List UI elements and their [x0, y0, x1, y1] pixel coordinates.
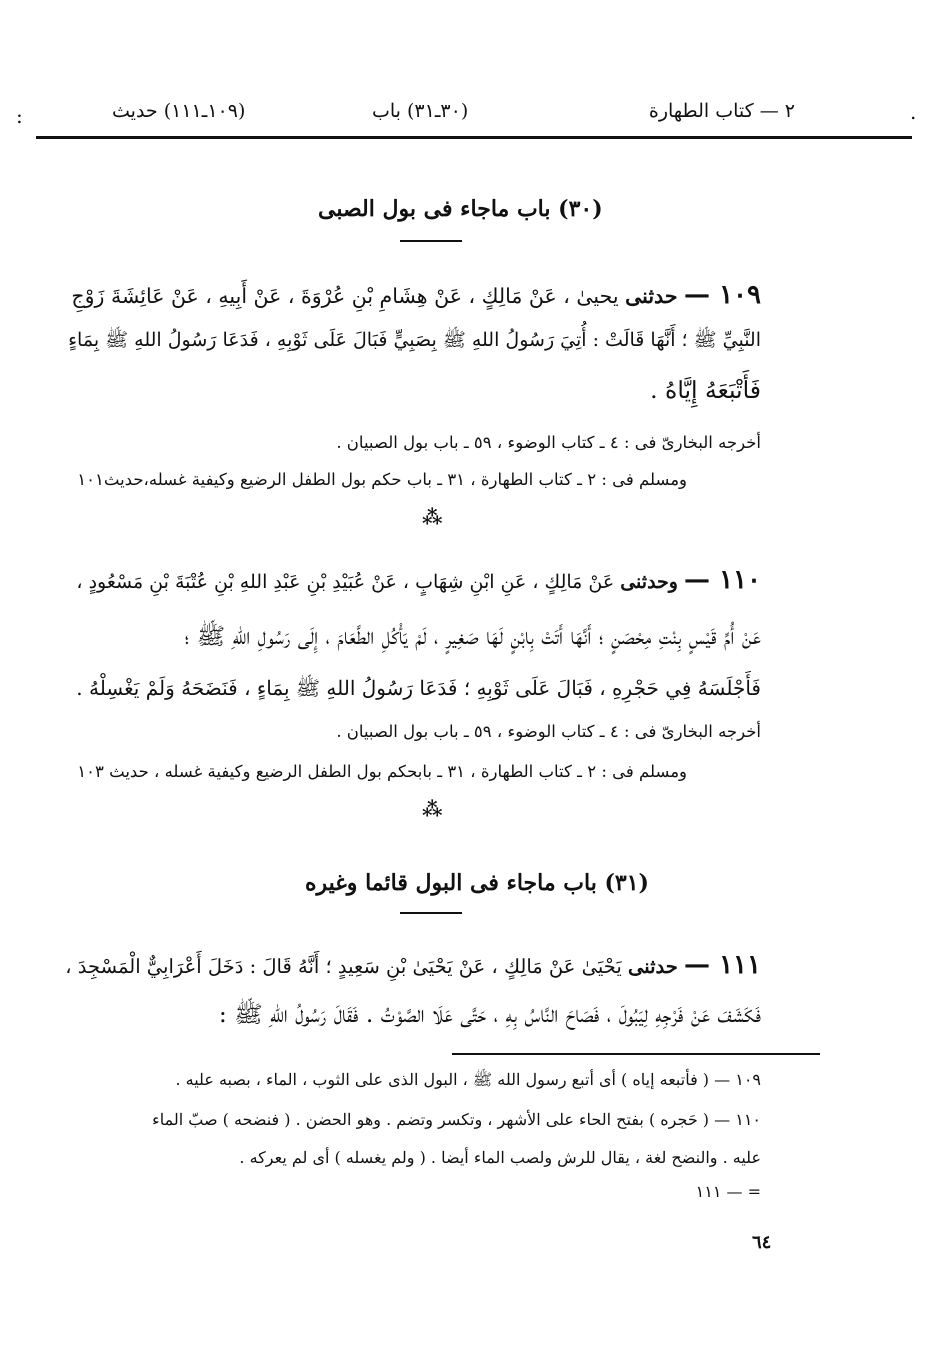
hadith-110-text-1: عَنْ مَالِكٍ ، عَنِ ابْنِ شِهَابٍ ، عَنْ عُبَيْدِ بْنِ عَبْدِ اللهِ بْنِ عُتْبَةَ بْنِ مَسْعُودٍ ،	[76, 571, 615, 593]
header-chapter-range: (٣٠ـ٣١) باب	[372, 100, 469, 122]
hadith-109-keyword: حدثنى	[625, 284, 678, 308]
footnote-109: ١٠٩ — ( فأتبعه إياه ) أى أتبع رسول الله ﷺ ، البول الذى على الثوب ، الماء ، بصبه عليه .	[175, 1070, 761, 1089]
hadith-110-line-1	[76, 565, 761, 595]
header-left-mark: :	[16, 104, 23, 128]
section-separator-1: ⁂	[422, 505, 441, 529]
footnote-111: ١١١ — =	[695, 1182, 761, 1201]
hadith-109-line-1	[71, 280, 761, 310]
hadith-110-line-3: فَأَجْلَسَهُ فِي حَجْرِهِ ، فَبَالَ عَلَى ثَوْبِهِ ؛ فَدَعَا رَسُولُ اللهِ ﷺ بِمَاءٍ ، فَنَضَحَهُ وَلَمْ يَغْسِلْهُ .	[76, 676, 761, 700]
footnote-110-line-2: عليه . والنضح لغة ، يقال للرش ولصب الماء أيضا . ( ولم يغسله ) أى لم يعركه .	[239, 1148, 761, 1167]
header-divider	[36, 136, 912, 139]
hadith-110-ref-muslim: ومسلم فى : ٢ ـ كتاب الطهارة ، ٣١ ـ بابحكم بول الطفل الرضيع وكيفية غسله ، حديث ١٠٣	[77, 762, 687, 781]
chapter-30-underline	[400, 240, 462, 242]
hadith-111-keyword: حدثنى	[627, 955, 678, 978]
section-separator-2: ⁂	[422, 797, 441, 821]
hadith-109-ref-muslim: ومسلم فى : ٢ ـ كتاب الطهارة ، ٣١ ـ باب حكم بول الطفل الرضيع وكيفية غسله،حديث١٠١	[77, 470, 687, 489]
hadith-109-line-2: النَّبِيِّ ﷺ ؛ أَنَّهَا قَالَتْ : أُتِيَ رَسُولُ اللهِ ﷺ بِصَبِيٍّ فَبَالَ عَلَى ثَوْبِهِ ، فَدَعَا رَسُولُ اللهِ ﷺ بِمَاءٍ	[68, 329, 761, 351]
header-right-mark: .	[910, 100, 917, 124]
header-book-chapter: ٢ — كتاب الطهارة	[648, 100, 795, 122]
hadith-111-line-2: فَكَشَفَ عَنْ فَرْجِهِ لِيَبُولَ ، فَصَاحَ النَّاسُ بِهِ ، حَتَّى عَلَا الصَّوْتُ . فَقَالَ رَسُولُ اللهِ ﷺ :	[218, 1000, 761, 1028]
hadith-109-ref-bukhari: أخرجه البخارىّ فى : ٤ ـ كتاب الوضوء ، ٥٩ ـ باب بول الصبيان .	[336, 433, 761, 452]
hadith-111-number: ١١١ —	[684, 950, 761, 980]
hadith-110-line-2: عَنْ أُمِّ قَيْسٍ بِنْتِ مِحْصَنٍ ؛ أَنَّهَا أَتَتْ بِابْنٍ لَهَا صَغِيرٍ ، لَمْ يَأْكُلِ الطَّعَامَ ، إِلَى رَسُولِ اللهِ ﷺ ؛	[184, 622, 761, 650]
hadith-110-number: ١١٠ —	[684, 565, 761, 595]
hadith-110-ref-bukhari: أخرجه البخارىّ فى : ٤ ـ كتاب الوضوء ، ٥٩ ـ باب بول الصبيان .	[336, 722, 761, 741]
page-number: ٦٤	[752, 1232, 772, 1253]
hadith-111-line-1	[65, 950, 761, 980]
hadith-109-line-3: فَأَتْبَعَهُ إِيَّاهُ .	[650, 376, 761, 404]
hadith-109-number: ١٠٩ —	[684, 280, 761, 310]
hadith-109-text-1: يحيىٰ ، عَنْ مَالِكٍ ، عَنْ هِشَامِ بْنِ عُرْوَةَ ، عَنْ أَبِيهِ ، عَنْ عَائِشَةَ زَوْجِ	[71, 284, 619, 308]
header-hadith-range: (١٠٩ـ١١١) حديث	[112, 100, 246, 122]
chapter-31-title: (٣١) باب ماجاء فى البول قائما وغيره	[305, 870, 649, 896]
chapter-31-underline	[400, 912, 462, 914]
footnote-divider	[452, 1053, 820, 1055]
hadith-110-keyword: وحدثنى	[620, 571, 678, 593]
footnote-110-line-1: ١١٠ — ( حَجره ) بفتح الحاء على الأشهر ، وتكسر وتضم . وهو الحضن . ( فنضحه ) صبّ الماء	[152, 1110, 761, 1129]
hadith-111-text-1: يَحْيَىٰ عَنْ مَالِكٍ ، عَنْ يَحْيَىٰ بْنِ سَعِيدٍ ؛ أَنَّهُ قَالَ : دَخَلَ أَعْرَابِيٌّ الْمَسْجِدَ ،	[65, 955, 622, 978]
chapter-30-title: (٣٠) باب ماجاء فى بول الصبى	[318, 196, 603, 222]
